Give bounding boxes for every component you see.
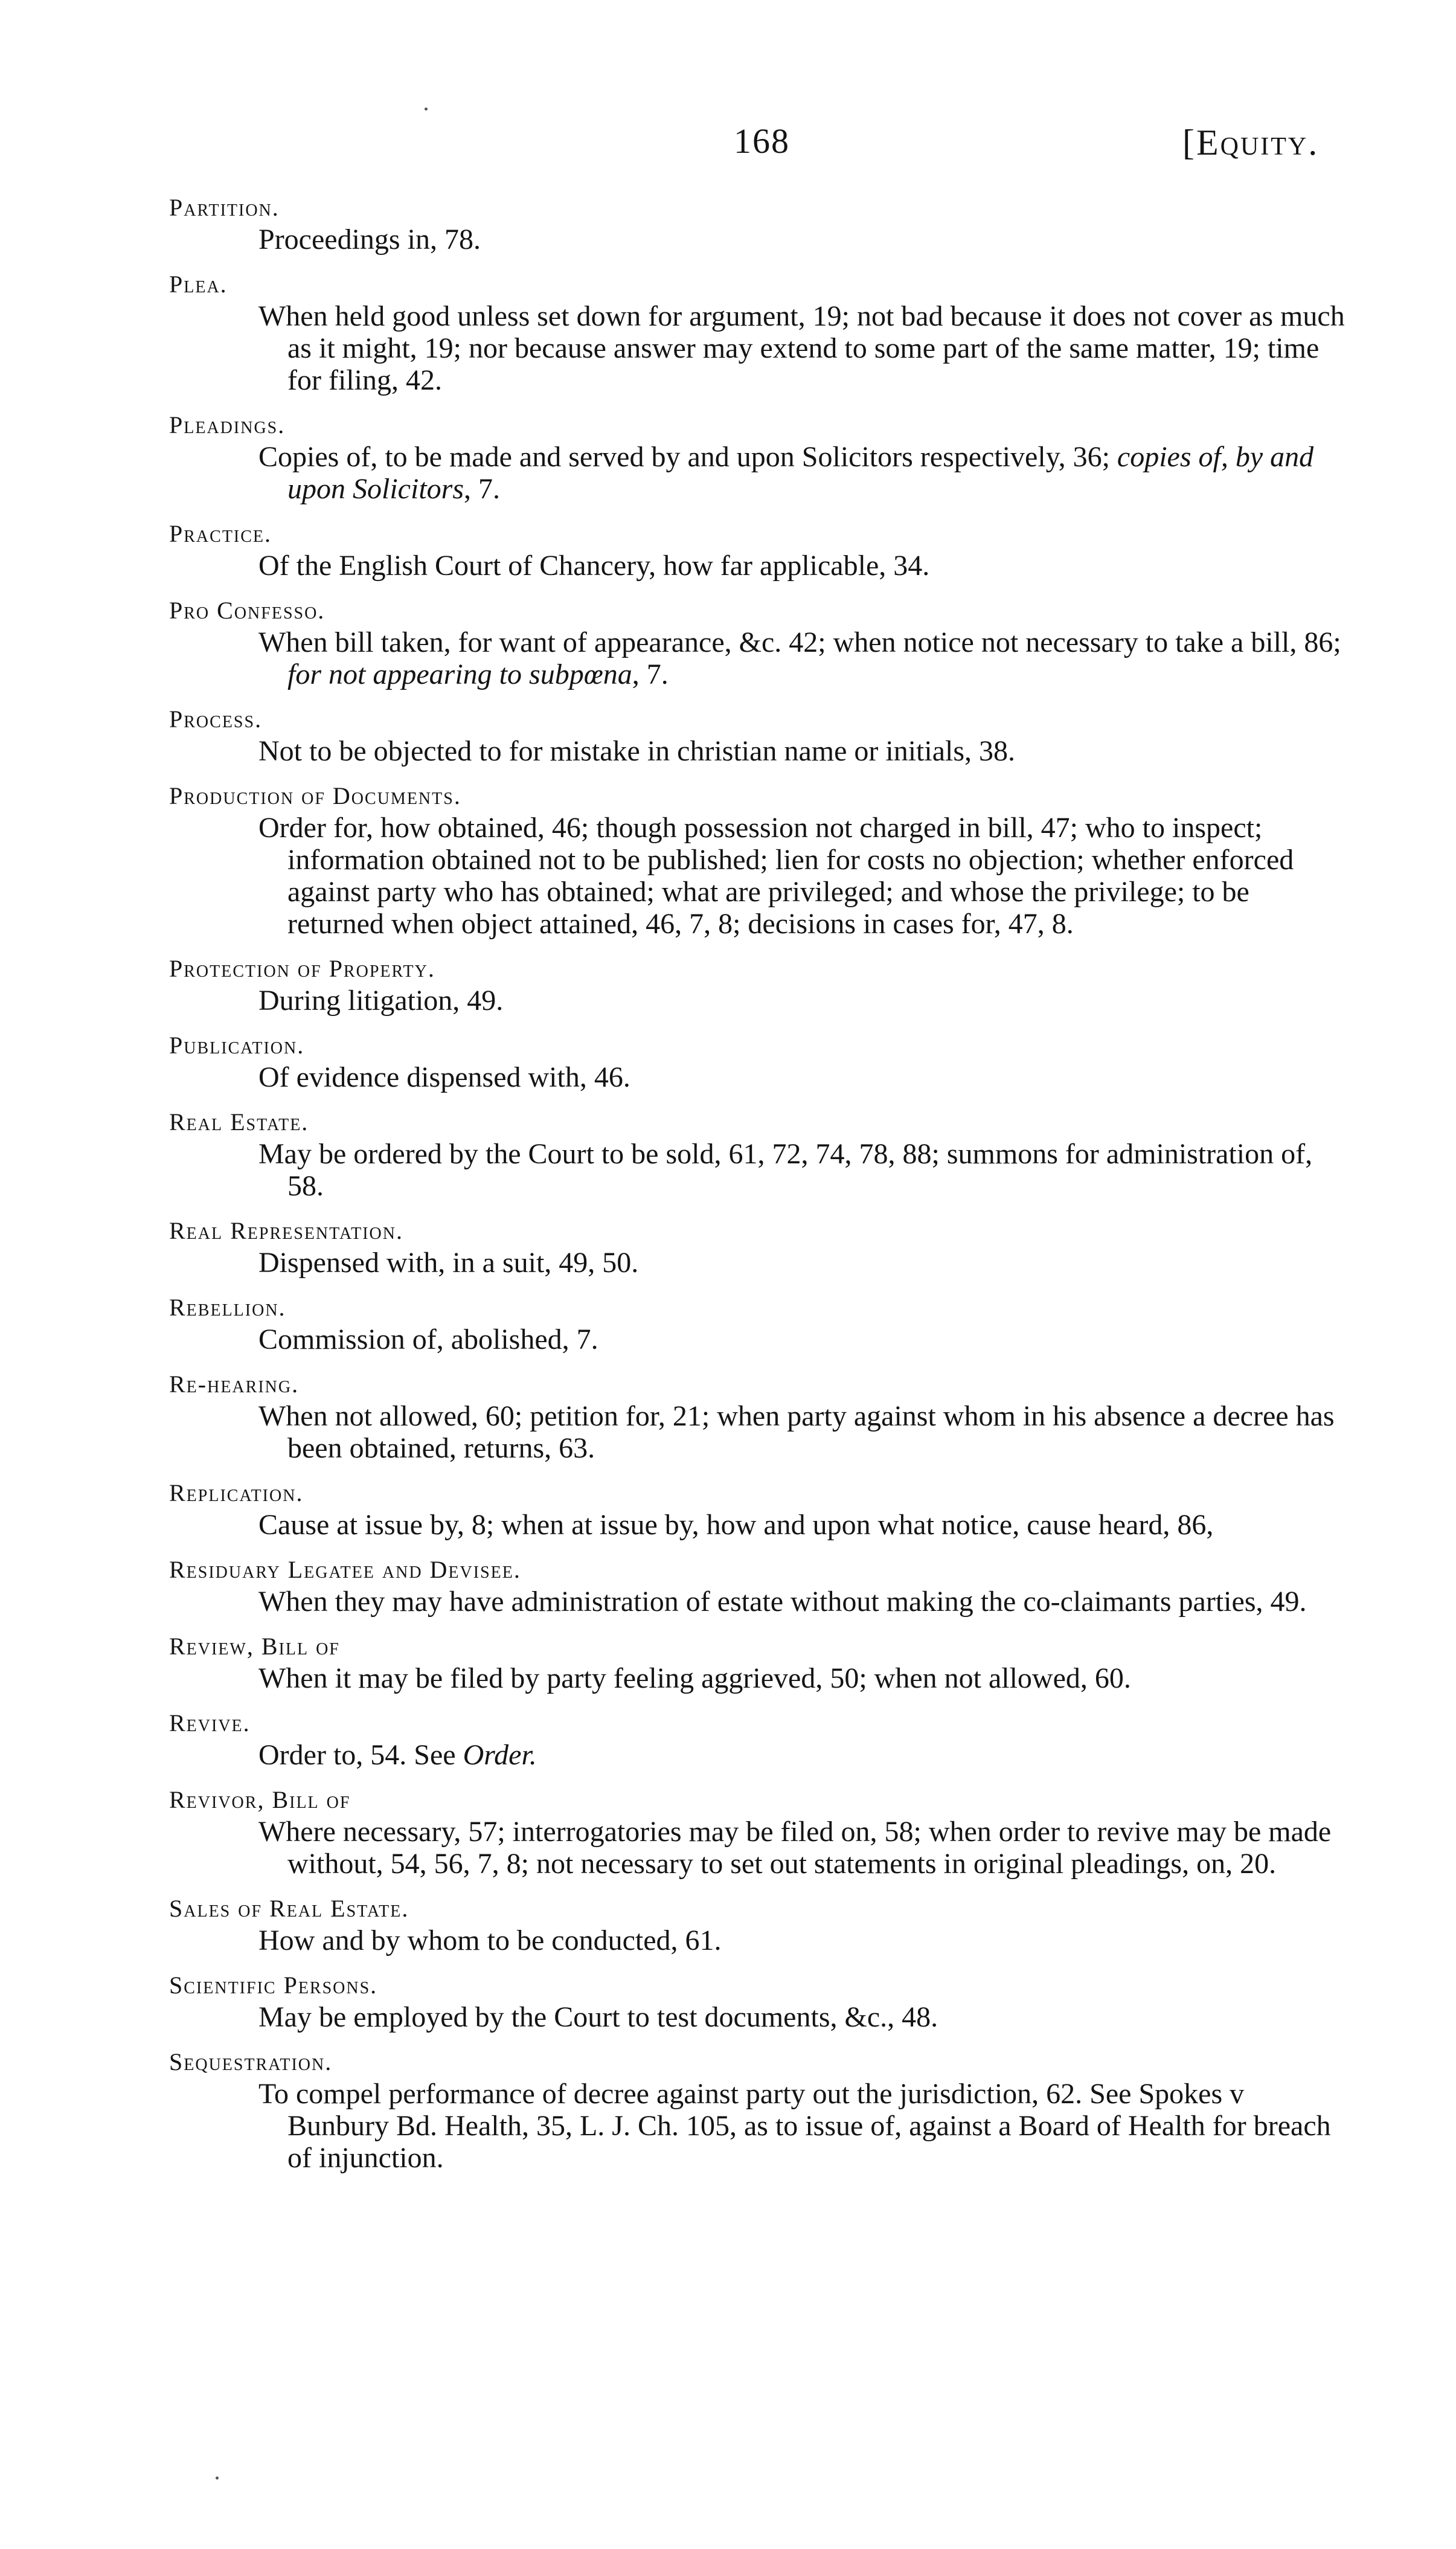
speck-bottom	[216, 2477, 219, 2480]
entry-heading: Pleadings.	[169, 411, 286, 439]
index-entry	[169, 518, 1353, 582]
entry-body-text: When not allowed, 60; petition for, 21; when party against whom in his absence a decree has been obtained, returns, 63.	[258, 1400, 1335, 1464]
entry-body-text: , 7.	[632, 658, 669, 690]
entry-heading: Rebellion.	[169, 1294, 286, 1321]
entry-body-text: Proceedings in, 78.	[258, 223, 481, 256]
entry-body-text: When it may be filed by party feeling aggrieved, 50; when not allowed, 60.	[258, 1662, 1131, 1694]
entry-body	[198, 1323, 1353, 1355]
entry-body-text: Cause at issue by, 8; when at issue by, how and upon what notice, cause heard, 86,	[258, 1509, 1214, 1541]
index-entry	[169, 1631, 1353, 1694]
entry-body	[198, 1586, 1353, 1618]
entry-heading: Revivor, Bill of	[169, 1786, 351, 1813]
entry-body-italic: for not appearing to subpœna	[287, 658, 632, 690]
entry-body-text: Order for, how obtained, 46; though possession not charged in bill, 47; who to inspect; information obtained not to be published; lien for costs no objection; whether enforced against party who has obtained; what are privileged; and whose the privilege; to be returned when object attained, 46, 7, 8; decisions in cases for, 47, 8.	[258, 812, 1294, 940]
entry-heading: Replication.	[169, 1479, 304, 1506]
entry-body-text: , 7.	[464, 473, 501, 505]
entry-heading: Revive.	[169, 1709, 251, 1737]
index-entry	[169, 1369, 1353, 1464]
entry-heading: Re-hearing.	[169, 1371, 300, 1398]
index-entry	[169, 1784, 1353, 1880]
entry-body	[198, 626, 1353, 690]
entry-body-text: Copies of, to be made and served by and upon Solicitors respectively, 36;	[258, 441, 1117, 473]
entry-heading: Scientific Persons.	[169, 1972, 378, 1999]
index-entry	[169, 1970, 1353, 2033]
entry-heading: Practice.	[169, 520, 272, 547]
entry-body	[198, 1247, 1353, 1279]
entry-heading: Plea.	[169, 271, 228, 298]
entry-body	[198, 2078, 1353, 2174]
entry-body-text: Of evidence dispensed with, 46.	[258, 1061, 630, 1093]
entry-body	[198, 985, 1353, 1017]
entry-body	[198, 1739, 1353, 1771]
index-entry	[169, 1292, 1353, 1355]
entry-body-text: May be ordered by the Court to be sold, 61, 72, 74, 78, 88; summons for administration of, 58.	[258, 1138, 1313, 1202]
entry-body-text: Dispensed with, in a suit, 49, 50.	[258, 1247, 639, 1279]
entry-heading: Production of Documents.	[169, 782, 461, 809]
entry-heading: Residuary Legatee and Devisee.	[169, 1556, 521, 1583]
entry-heading: Publication.	[169, 1032, 305, 1059]
entry-heading: Sales of Real Estate.	[169, 1895, 409, 1922]
index-entry	[169, 1107, 1353, 1202]
entry-body-text: Order to, 54. See	[258, 1739, 463, 1771]
entry-body-text: Where necessary, 57; interrogatories may be filed on, 58; when order to revive may be made without, 54, 56, 7, 8; not necessary to set out statements in original pleadings, on, 20.	[258, 1816, 1332, 1880]
entry-body-text: When held good unless set down for argument, 19; not bad because it does not cover as much as it might, 19; nor because answer may extend to some part of the same matter, 19; time for filing, 42.	[258, 300, 1345, 396]
entry-body	[198, 300, 1353, 396]
entry-body-text: Not to be objected to for mistake in christian name or initials, 38.	[258, 735, 1016, 767]
entry-body-text: Commission of, abolished, 7.	[258, 1323, 598, 1355]
index-entry	[169, 1708, 1353, 1771]
entry-body	[198, 1061, 1353, 1093]
entry-body-text: May be employed by the Court to test documents, &c., 48.	[258, 2001, 938, 2033]
entry-heading: Partition.	[169, 194, 280, 221]
entry-body	[198, 1509, 1353, 1541]
entry-heading: Process.	[169, 706, 263, 733]
entry-heading: Pro Confesso.	[169, 597, 326, 624]
index-entry	[169, 269, 1353, 396]
entry-body	[198, 2001, 1353, 2033]
index-entry	[169, 780, 1353, 940]
index-entry	[169, 953, 1353, 1017]
entry-heading: Protection of Property.	[169, 955, 435, 982]
entry-body	[198, 1924, 1353, 1956]
running-head: [Equity.	[1182, 123, 1320, 162]
index-entry	[169, 704, 1353, 767]
index-entry	[169, 2046, 1353, 2174]
entry-heading: Sequestration.	[169, 2048, 333, 2075]
entry-body	[198, 1400, 1353, 1464]
entry-body	[198, 550, 1353, 582]
entry-body-italic: copies of, by and upon Solicitors	[287, 441, 1314, 505]
entry-body	[198, 441, 1353, 505]
entry-heading: Review, Bill of	[169, 1633, 340, 1660]
speck-top	[425, 108, 428, 111]
index-entry	[169, 410, 1353, 505]
entry-body	[198, 735, 1353, 767]
index-entry	[169, 1893, 1353, 1956]
entry-body	[198, 223, 1353, 256]
entry-body	[198, 1138, 1353, 1202]
entry-heading: Real Estate.	[169, 1108, 309, 1136]
index-entry	[169, 192, 1353, 256]
index-entry	[169, 595, 1353, 690]
page-number: 168	[734, 121, 790, 161]
index-entry	[169, 1030, 1353, 1093]
index-entry	[169, 1554, 1353, 1618]
index-entries	[169, 192, 1353, 2187]
index-entry	[169, 1477, 1353, 1541]
entry-heading: Real Representation.	[169, 1217, 403, 1244]
entry-body	[198, 1816, 1353, 1880]
entry-body-text: When bill taken, for want of appearance, &c. 42; when notice not necessary to take a bill, 86;	[258, 626, 1341, 658]
entry-body-text: Of the English Court of Chancery, how far applicable, 34.	[258, 550, 930, 582]
entry-body-text: How and by whom to be conducted, 61.	[258, 1924, 722, 1956]
entry-body-text: During litigation, 49.	[258, 985, 504, 1017]
entry-body-text: When they may have administration of estate without making the co-claimants parties, 49.	[258, 1586, 1307, 1618]
index-entry	[169, 1215, 1353, 1279]
entry-body-text: To compel performance of decree against party out the jurisdiction, 62. See Spokes v Bunbury Bd. Health, 35, L. J. Ch. 105, as to issue of, against a Board of Health for breach of injunction.	[258, 2078, 1331, 2174]
entry-body	[198, 812, 1353, 940]
entry-body-italic: Order.	[463, 1739, 537, 1771]
entry-body	[198, 1662, 1353, 1694]
